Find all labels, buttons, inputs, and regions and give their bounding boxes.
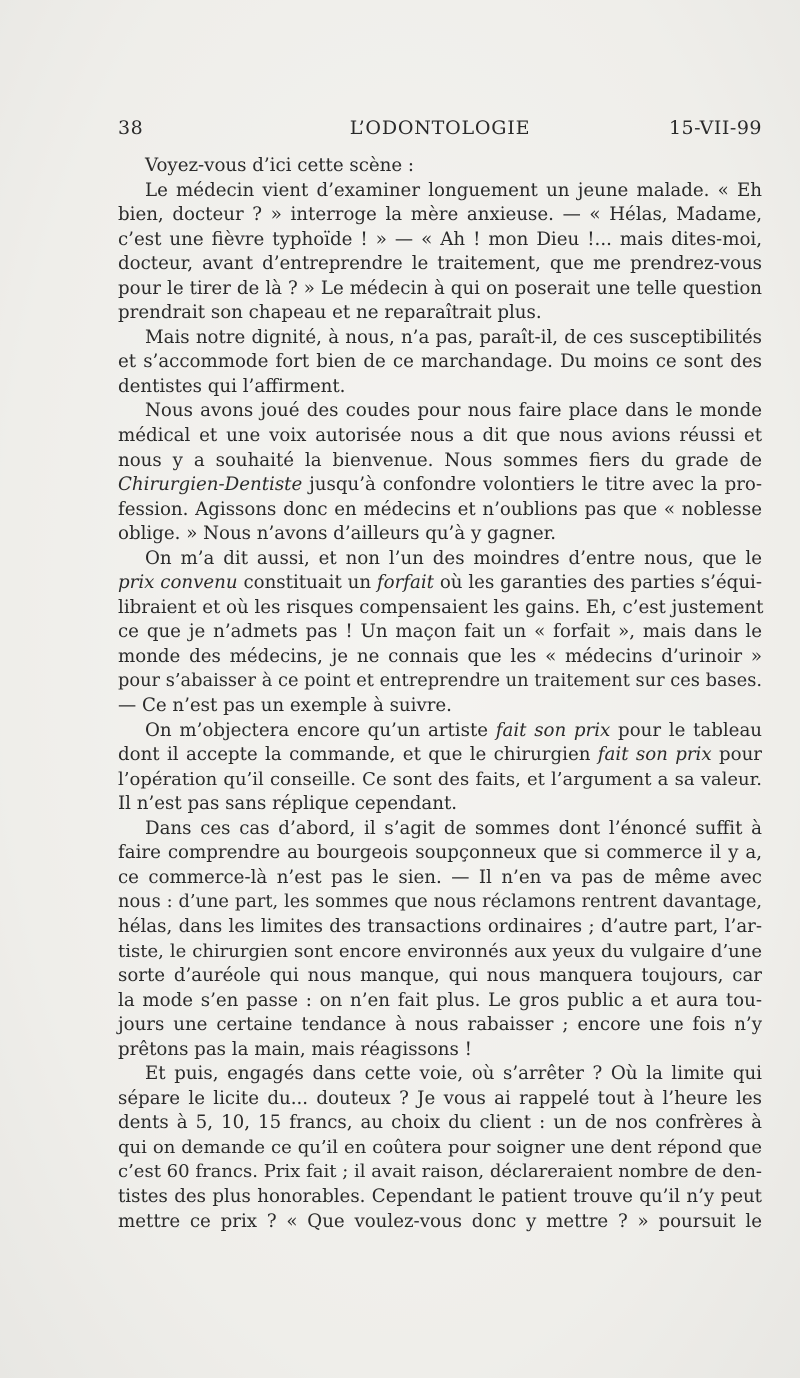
text-line: [118, 743, 762, 768]
text-line: Il n’est pas sans réplique cependant.: [118, 793, 458, 815]
text-line: — Ce n’est pas un exemple à suivre.: [118, 695, 452, 717]
text-line: Dans ces cas d’abord, il s’agit de sommes dont l’énoncé suffit à: [145, 817, 762, 839]
text-line: [118, 719, 762, 744]
italic-term: fait son prix: [597, 744, 712, 766]
text-line: fession. Agissons donc en médecins et n’oublions pas que « noblesse: [118, 498, 762, 520]
text-line: tistes des plus honorables. Cependant le patient trouve qu’il n’y peut: [118, 1185, 762, 1207]
running-head: [118, 117, 762, 143]
text-line: nous : d’une part, les sommes que nous réclamons rentrent davantage,: [118, 891, 762, 913]
text-line: pour s’abaisser à ce point et entreprendre un traitement sur ces bases.: [118, 670, 762, 692]
text-line: ce commerce-là n’est pas le sien. — Il n’en va pas de même avec: [118, 866, 762, 888]
text-line: nous y a souhaité la bienvenue. Nous sommes fiers du grade de: [118, 449, 762, 471]
italic-term: fait son prix: [495, 719, 611, 741]
text-line: monde des médecins, je ne connais que les « médecins d’urinoir »: [118, 645, 762, 667]
text-line: faire comprendre au bourgeois soupçonneux que si commerce il y a,: [118, 842, 762, 864]
text-fragment: dont il accepte la commande, et que le chirurgien: [118, 744, 598, 766]
text-fragment: jusqu’à confondre volontiers le titre avec la pro-: [302, 474, 762, 496]
text-fragment: où les garanties des parties s’équi-: [433, 572, 763, 594]
text-line: hélas, dans les limites des transactions ordinaires ; d’autre part, l’ar-: [118, 915, 762, 937]
text-line: qui on demande ce qu’il en coûtera pour soigner une dent répond que: [118, 1136, 762, 1158]
text-line: sorte d’auréole qui nous manque, qui nous manquera toujours, car: [118, 965, 762, 987]
text-line: [118, 571, 762, 596]
text-line: sépare le licite du... douteux ? Je vous ai rappelé tout à l’heure les: [118, 1087, 762, 1109]
text-line: Et puis, engagés dans cette voie, où s’arrêter ? Où la limite qui: [145, 1063, 762, 1085]
italic-term: Chirurgien-Dentiste: [118, 474, 303, 496]
italic-term: forfait: [376, 572, 434, 594]
text-line: médical et une voix autorisée nous a dit que nous avions réussi et: [118, 425, 762, 447]
journal-title: L’ODONTOLOGIE: [349, 117, 531, 139]
text-line: libraient et où les risques compensaient les gains. Eh, c’est justement: [118, 596, 764, 618]
text-fragment: pour: [711, 744, 763, 766]
text-line: tiste, le chirurgien sont encore environnés aux yeux du vulgaire d’une: [118, 940, 762, 962]
text-line: bien, docteur ? » interroge la mère anxieuse. — « Hélas, Madame,: [118, 204, 762, 226]
text-line: Voyez-vous d’ici cette scène :: [145, 155, 415, 176]
text-line: mettre ce prix ? « Que voulez-vous donc y mettre ? » poursuit le: [118, 1210, 762, 1232]
page-number: 38: [118, 117, 144, 139]
italic-term: prix convenu: [118, 572, 238, 594]
text-fragment: constituait un: [237, 572, 377, 594]
text-line: Nous avons joué des coudes pour nous faire place dans le monde: [145, 400, 762, 422]
text-line: jours une certaine tendance à nous rabaisser ; encore une fois n’y: [118, 1014, 762, 1036]
issue-date: 15-VII-99: [668, 117, 762, 139]
text-line: Mais notre dignité, à nous, n’a pas, paraît-il, de ces susceptibilités: [145, 326, 762, 348]
text-line: dentistes qui l’affirment.: [118, 375, 346, 397]
text-line: docteur, avant d’entreprendre le traitement, que me prendrez-vous: [118, 253, 762, 275]
text-line: On m’a dit aussi, et non l’un des moindres d’entre nous, que le: [145, 547, 762, 569]
text-line: c’est une fièvre typhoïde ! » — « Ah ! mon Dieu !... mais dites-moi,: [118, 228, 762, 250]
text-line: ce que je n’admets pas ! Un maçon fait un « forfait », mais dans le: [118, 621, 762, 643]
text-line: prendrait son chapeau et ne reparaîtrait plus.: [118, 302, 542, 324]
text-line: dents à 5, 10, 15 francs, au choix du client : un de nos confrères à: [118, 1112, 762, 1134]
text-fragment: pour le tableau: [610, 719, 763, 741]
text-line: Le médecin vient d’examiner longuement un jeune malade. « Eh: [145, 179, 762, 201]
text-line: prêtons pas la main, mais réagissons !: [118, 1038, 472, 1060]
text-line: c’est 60 francs. Prix fait ; il avait raison, déclareraient nombre de den-: [118, 1161, 762, 1183]
text-line: oblige. » Nous n’avons d’ailleurs qu’à y gagner.: [118, 523, 557, 545]
text-line: l’opération qu’il conseille. Ce sont des faits, et l’argument a sa valeur.: [118, 768, 762, 790]
text-fragment: On m’objectera encore qu’un artiste: [145, 719, 496, 741]
text-line: et s’accommode fort bien de ce marchandage. Du moins ce sont des: [118, 351, 762, 373]
text-line: la mode s’en passe : on n’en fait plus. Le gros public a et aura tou-: [118, 989, 762, 1011]
article-body: [118, 154, 762, 1234]
text-line: pour le tirer de là ? » Le médecin à qui on poserait une telle question: [118, 277, 762, 299]
text-line: [118, 473, 762, 498]
